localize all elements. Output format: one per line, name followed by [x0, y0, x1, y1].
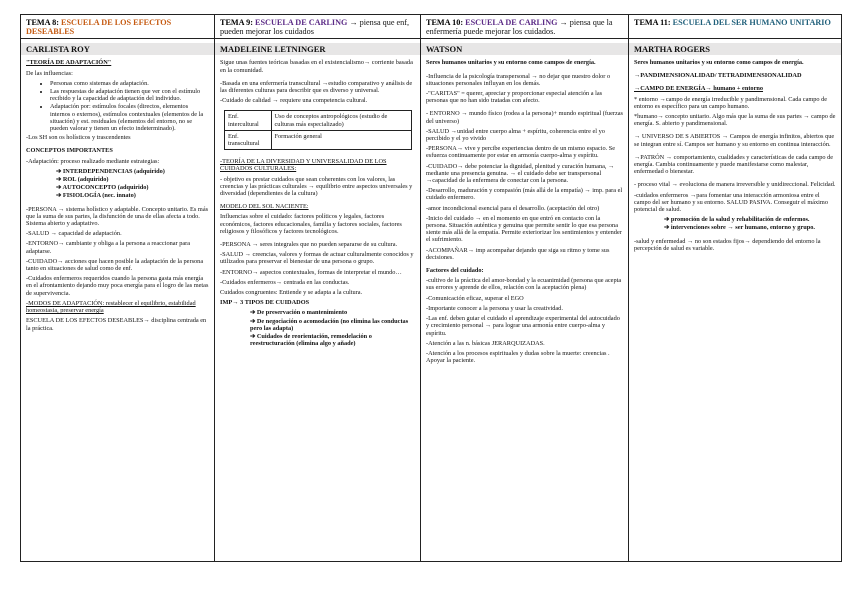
list-item: ➔ De negociación o acomodación (no elimina las conductas pero las adapta)	[250, 318, 415, 332]
sh-line: -Los SH son os holísticos y trascendentes	[26, 134, 131, 142]
influencias-intro: De las influencias:	[26, 69, 73, 77]
patron: →PATRÓN → comportamiento, cualidades y características de cada campo de energía. Cambia continuamente y puede manifestarse como malestar, enfermedad o bienestar.	[634, 153, 834, 176]
cuidado: -CUIDADO→ acciones que hacen posible la adaptación de la persona tanto en situaciones de salud como de enf.	[26, 257, 204, 273]
cuidados-enfermeros: -Cuidados enfermeros→ centrada en las conductas.	[220, 278, 350, 286]
adaptacion: -Adaptación: proceso realizado mediante estrategias:	[26, 157, 160, 165]
intro: Sigue unas fuentes teóricas basadas en el existencialismo→ corriente basada en la comunidad.	[220, 59, 413, 74]
conceptos-title: CONCEPTOS IMPORTANTES	[26, 147, 113, 155]
universo: → UNIVERSO DE S ABIERTOS → Campos de energía infinitos, abiertos que se integran entre sí. Campos ser humano y su entorno en continua interacción.	[634, 133, 835, 148]
tema-8-prefix: TEMA 8:	[26, 18, 59, 27]
humano-def: *humano→ concepto unitario. Algo más que la suma de sus partes → campo de energía. S. abierto y pandimensional.	[634, 113, 836, 128]
factor: -Atención a las n. básicas JERARQUIZADAS.	[426, 339, 545, 347]
cuidado: -CUIDADO→ debe potenciar la dignidad, plenitud y curación humana, → mediante una presencia genuina. → el cuidado debe ser transpersonal →capacidad de la enfermera de conectar con la persona.	[426, 162, 615, 185]
teoria-title: -TEORÍA DE LA DIVERSIDAD Y UNIVERSALIDAD DE LOS CUIDADOS CULTURALES:	[220, 158, 387, 173]
cuidados-enfermeros: -cuidados enfermeros →para fomentar una interacción armoniosa entre el campo del ser humano y su entorno. SALUD PASIVA. Conseguir el máximo potencial de salud.	[634, 191, 828, 214]
entorno: - ENTORNO → mundo físico (rodea a la persona)+ mundo espiritual (fuerzas del universo)	[426, 110, 624, 125]
list-item: • Las respuestas de adaptación tienen que ver con el estímulo recibido y la capacidad de adaptación del individuo.	[50, 88, 209, 102]
tema-8-header	[21, 15, 214, 39]
column-tema-9	[215, 15, 421, 561]
acompanar: -ACOMPAÑAR→ imp acompañar dejando que siga su ritmo y tome sus decisiones.	[426, 246, 610, 261]
entorno-def: * entorno →campo de energía irreducible y pandimensional. Cada campo de entorno es específico para un campo humano.	[634, 95, 828, 110]
table-cell: Formación general	[271, 130, 411, 149]
tema-10-title: ESCUELA DE CARLING	[465, 18, 558, 27]
factores-title: Factores del cuidado:	[426, 267, 484, 275]
modos-adaptacion: -MODOS DE ADAPTACIÓN: restablecer el equilibrio, estabilidad homeostasia, preservar energía	[26, 299, 196, 315]
tema-11-header	[629, 15, 841, 39]
influencias-list	[26, 80, 209, 132]
list-item: ➔ intervenciones sobre → ser humano, entorno y grupo.	[664, 224, 836, 231]
salud: -SALUD → creencias, valores y formas de actuar culturalmente conocidos y utilizados para preservar el bienestar de una persona o grupo.	[220, 251, 414, 266]
intro: Seres humanos unitarios y su entorno como campos de energía.	[634, 59, 804, 66]
caritas: -"CARITAS" = querer, apreciar y proporcionar especial atención a las personas que no han sido tratadas con afecto.	[426, 90, 603, 105]
inicio-cuidado: -Inicio del cuidado → en el momento en que entró en contacto con la persona. Situación auténtica y genuina que permite sentir lo que esa persona siente más allá de la empatía. Permite exteriorizar los sentimientos y entender el sufrimiento.	[426, 214, 622, 244]
persona: -PERSONA→ vive y percibe experiencias dentro de un mismo espacio. Se esfuerza continuamente por estar en armonía cuerpo-alma y espíritu.	[426, 145, 616, 160]
salud-enfermedad: -salud y enfermedad → no son estados fijos→ dependiendo del entorno la percepción de salud es variable.	[634, 237, 821, 252]
tema-9-prefix: TEMA 9:	[220, 18, 253, 27]
escuela-efectos: ESCUELA DE LOS EFECTOS DESEABLES→ disciplina centrada en la práctica.	[26, 317, 207, 332]
list-item: ➔ promoción de la salud y rehabilitación de enfermos.	[664, 216, 836, 223]
table-cell: Enf. intercultural	[225, 111, 272, 130]
amor: -amor incondicional esencial para el desarrollo. (aceptación del otro)	[426, 204, 600, 212]
notes-sheet	[20, 14, 842, 562]
cuidados-enfermeros: -Cuidados enfermeros requeridos cuando la persona gasta más energía en el afrontamiento dejando muy poca energía para el logro de las metas de supervivencia.	[26, 275, 209, 297]
author-leininger: MADELEINE LETNINGER	[215, 43, 420, 55]
table-cell: Enf. transcultural	[225, 130, 272, 149]
list-item: • Personas como sistemas de adaptación.	[50, 80, 209, 87]
tema-8-title: ESCUELA DE LOS EFECTOS DESEABLES	[26, 18, 172, 37]
factor: -Las enf. deben guiar el cuidado el aprendizaje experimental del autocuidado y crecimiento personal → para lograr una armonía entre cuerpo-alma y espíritu.	[426, 315, 620, 337]
intro: Seres humanos unitarios y su entorno como campos de energía.	[426, 59, 596, 67]
list-item: ➔ INTERDEPENDENCIAS (adquirido)	[56, 168, 209, 175]
table-row	[225, 111, 412, 130]
tema-9-header	[215, 15, 420, 39]
modelo: Influencias sobre el cuidado: factores políticos y legales, factores económicos, factores educacionales, familia y factores sociales, factores religiosos y filosóficos y factores tecnológicos.	[220, 213, 402, 235]
persona: -PERSONA → seres integrales que no pueden separarse de su cultura.	[220, 241, 398, 249]
tema-10-prefix: TEMA 10:	[426, 18, 464, 27]
proceso-vital: - proceso vital → evoluciona de manera irreversible y unidireccional. Felicidad.	[634, 181, 836, 189]
factor: -Atención a los procesos espirituales y dudas sobre la muerte: creencias . Apoyar la paciente.	[426, 349, 610, 365]
campo-energia: →CAMPO DE ENERGÍA→ humano + entorno	[634, 85, 764, 93]
objetivo: - objetivo es prestar cuidados que sean coherentes con los valores, las creencias y las prácticas culturales → equilibrio entre aspectos universales y diversidad (dependientes de la cultura)	[220, 175, 413, 198]
list-item: ➔ ROL (adquirido)	[56, 176, 209, 183]
author-roy: CARLISTA ROY	[21, 43, 214, 55]
list-item: ➔ AUTOCONCEPTO (adquirido)	[56, 184, 209, 191]
list-item: ➔ De preservación o mantenimiento	[250, 309, 415, 316]
enfermeria-table	[224, 110, 412, 150]
persona: -PERSONA → sistema holístico y adaptable. Concepto unitario. Es más que la suma de sus partes, la disfunción de una de ellas afecta a todo. Sistema abierto y adaptativo.	[26, 205, 209, 228]
desarrollo: -Desarrollo, maduración y compasión (más allá de la empatía) → imp. para el cuidado enfermero.	[426, 187, 623, 202]
tema-11-title: ESCUELA DEL SER HUMANO UNITARIO	[672, 18, 831, 27]
basada: -Basada en una enfermería transcultural →estudio comparativo y análisis de las diferentes culturas para describir que es diverso y universal.	[220, 79, 413, 95]
column-tema-8	[21, 15, 215, 561]
author-watson: WATSON	[421, 43, 628, 55]
pandimensionalidad: →PANDIMENSIONALIDAD/ TETRADIMENSIONALIDAD	[634, 72, 802, 80]
table-row	[225, 130, 412, 149]
entorno: -ENTORNO→ aspectos contextuales, formas de interpretar el mundo…	[220, 268, 402, 276]
author-rogers: MARTHA ROGERS	[629, 43, 841, 55]
tipos-list	[220, 309, 415, 347]
entorno: -ENTORNO→ cambiante y obliga a la persona a reaccionar para adaptarse.	[26, 240, 191, 255]
tema-9-desc: → piensa que enf, pueden mejorar los cuidados	[220, 18, 410, 37]
list-item: • Adaptación por: estímulos focales (directos, elementos internos o externos), estímulos contextuales (elementos de la situación) y est. residuales (elementos del entorno, no se pueden valorar y tienen un efecto indeterminado).	[50, 103, 209, 132]
cuidados-list	[634, 216, 836, 231]
theory-title: "TEORÍA DE ADAPTACIÓN"	[26, 59, 112, 67]
influencia: -Influencia de la psicología transpersonal → no dejar que nuestro dolor o situaciones personales influyan en los demás.	[426, 72, 611, 87]
tema-11-prefix: TEMA 11:	[634, 18, 671, 27]
salud: -SALUD →unidad entre cuerpo alma + espíritu, coherencia entre el yo percibido y el yo vivido	[426, 127, 605, 143]
factor: -Comunicación eficaz, superar el EGO	[426, 294, 524, 302]
list-item: ➔ FISIOLOGÍA (nec. innato)	[56, 192, 209, 199]
list-item: ➔ Cuidados de reorientación, remodelación o reestructuración (elimina algo y añade)	[250, 333, 415, 347]
column-tema-10	[421, 15, 629, 561]
table-cell: Uso de conceptos antropológicos (estudio de culturas más especializado)	[271, 111, 411, 130]
tema-9-title: ESCUELA DE CARLING	[255, 18, 348, 27]
tema-10-desc: → piensa que la enfermería puede mejorar los cuidados.	[426, 18, 613, 37]
column-tema-11	[629, 15, 841, 561]
modelo-title: MODELO DEL SOL NACIENTE:	[220, 203, 309, 211]
cuidados-congruentes: Cuidados congruentes: Entiende y se adapta a la cultura.	[220, 289, 363, 297]
estrategias-list	[26, 168, 209, 200]
cuidado-calidad: -Cuidado de calidad → requiere una competencia cultural.	[220, 97, 368, 105]
factor: -Importante conocer a la persona y usar la creatividad.	[426, 304, 563, 312]
factor: -cultivo de la práctica del amor-bondad y la ecuanimidad (persona que acepta sus errores y aprende de ellos, relación con la aceptación plena)	[426, 277, 622, 292]
tipos-title: IMP→ 3 TIPOS DE CUIDADOS	[220, 299, 310, 307]
salud: -SALUD → capacidad de adaptación.	[26, 230, 122, 238]
tema-10-header	[421, 15, 628, 39]
